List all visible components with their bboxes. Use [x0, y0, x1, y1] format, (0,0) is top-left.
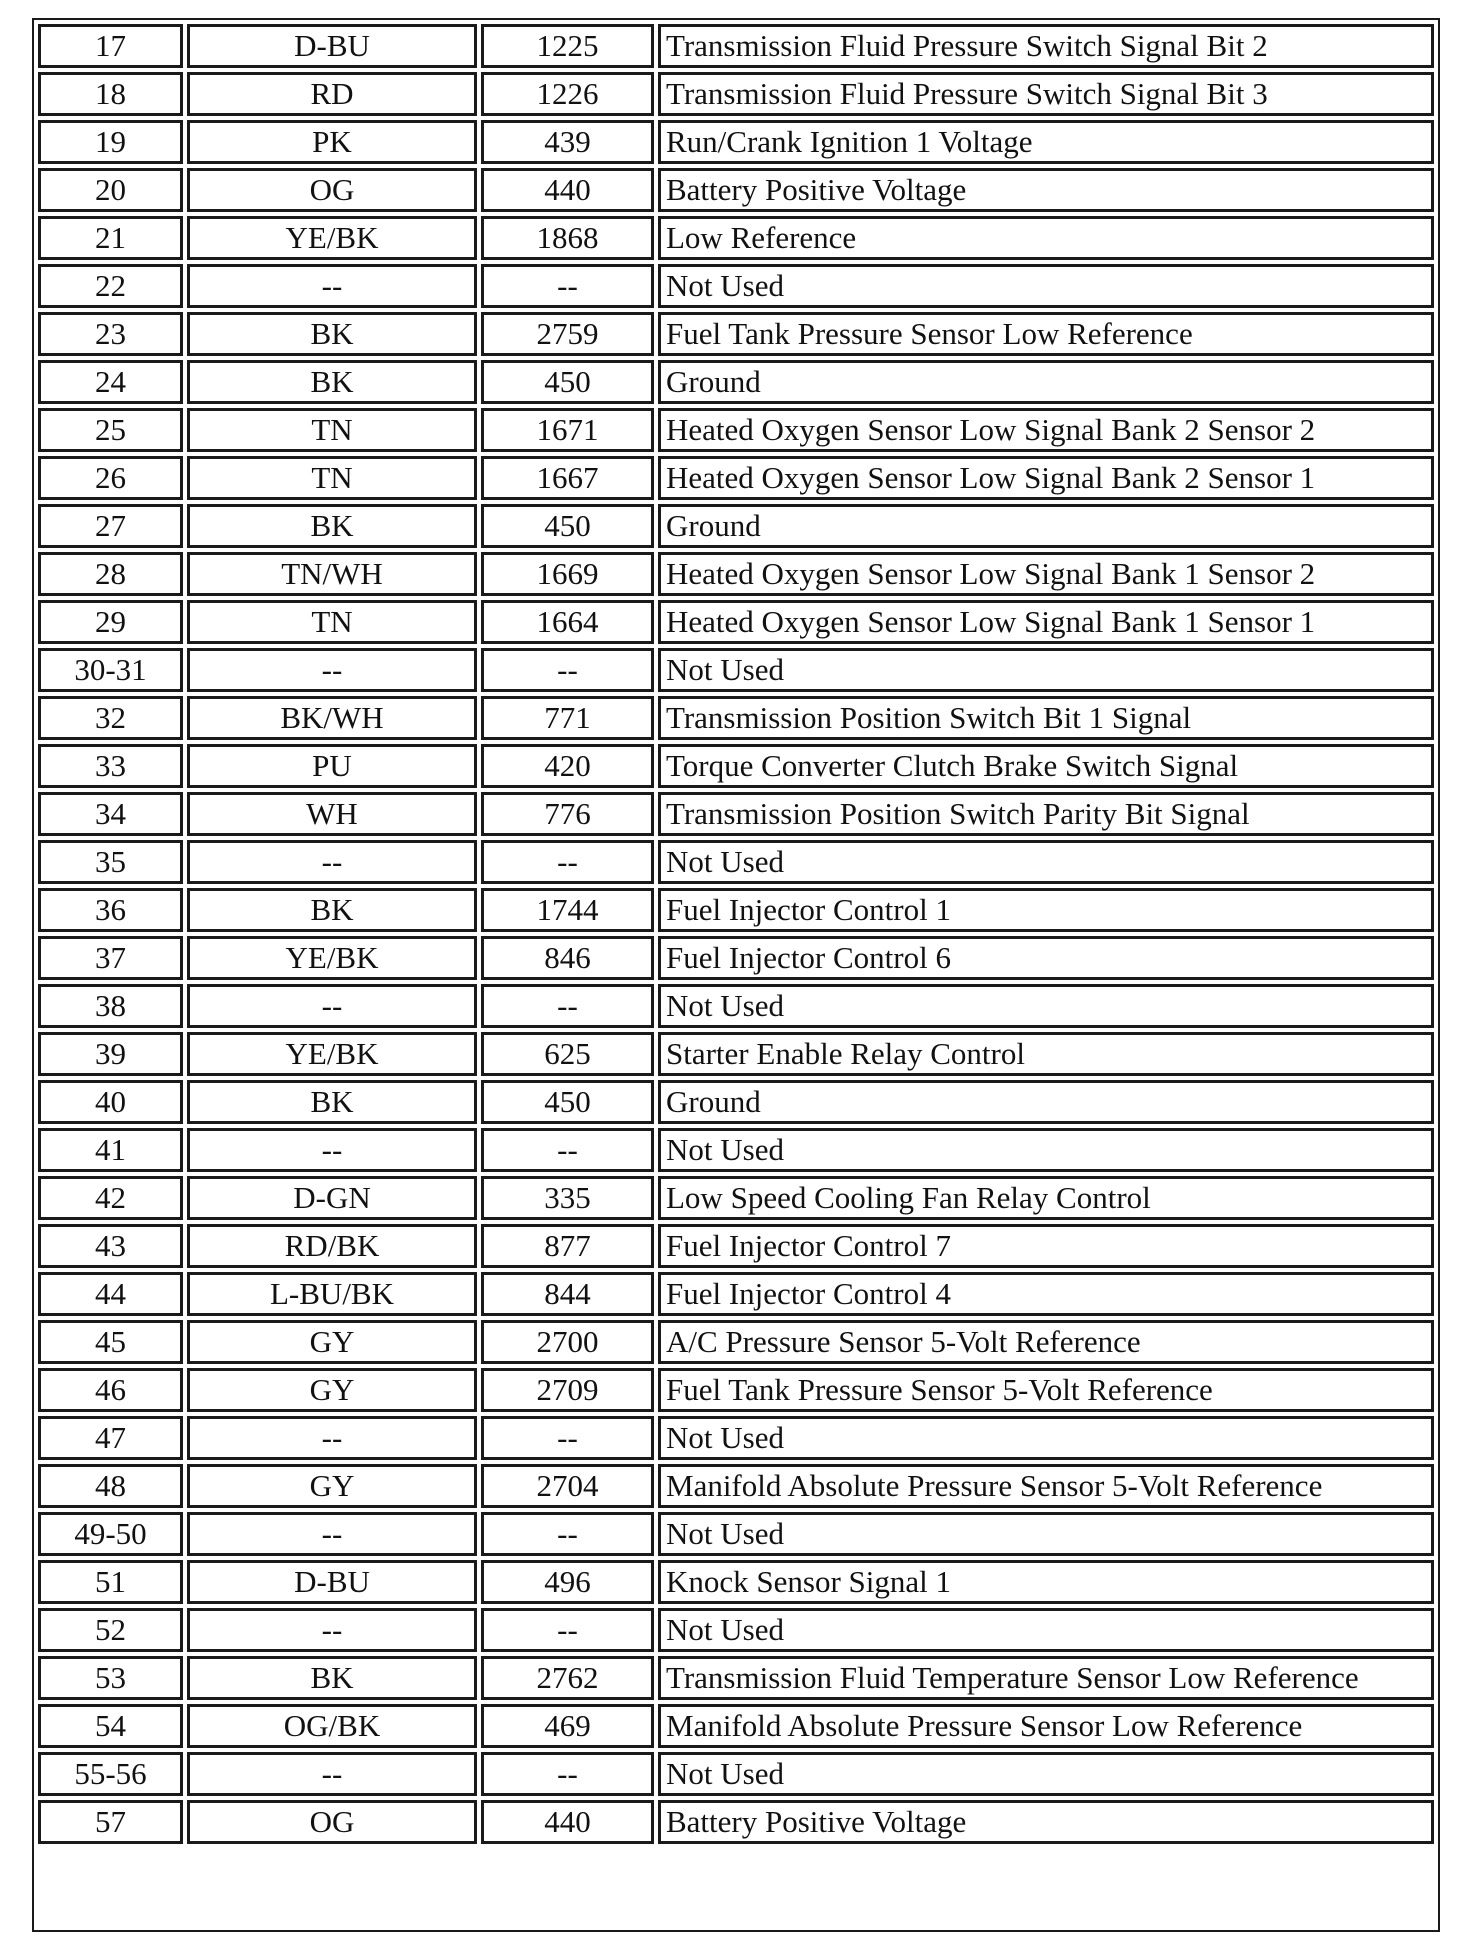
table-row	[38, 1704, 1434, 1748]
circuit-number-cell: 877	[481, 1224, 654, 1268]
circuit-number-cell: 1225	[481, 24, 654, 68]
pin-number-cell: 55-56	[38, 1752, 183, 1796]
circuit-number-cell: 1671	[481, 408, 654, 452]
table-row	[38, 456, 1434, 500]
wire-color-cell: TN	[187, 456, 477, 500]
pin-function-cell: Fuel Tank Pressure Sensor Low Reference	[658, 312, 1434, 356]
table-row	[38, 72, 1434, 116]
pin-function-cell: Transmission Position Switch Bit 1 Signal	[658, 696, 1434, 740]
circuit-number-cell: 776	[481, 792, 654, 836]
circuit-number-cell: 1744	[481, 888, 654, 932]
pin-number-cell: 44	[38, 1272, 183, 1316]
circuit-number-cell: 420	[481, 744, 654, 788]
wire-color-cell: BK/WH	[187, 696, 477, 740]
table-row	[38, 1608, 1434, 1652]
wire-color-cell: OG/BK	[187, 1704, 477, 1748]
pin-function-cell: Not Used	[658, 984, 1434, 1028]
pin-function-cell: Ground	[658, 360, 1434, 404]
pin-function-cell: Fuel Injector Control 4	[658, 1272, 1434, 1316]
wire-color-cell: D-BU	[187, 1560, 477, 1604]
pin-function-cell: Ground	[658, 504, 1434, 548]
wire-color-cell: OG	[187, 1800, 477, 1844]
circuit-number-cell: 450	[481, 360, 654, 404]
pin-function-cell: Low Reference	[658, 216, 1434, 260]
wire-color-cell: D-BU	[187, 24, 477, 68]
pin-number-cell: 40	[38, 1080, 183, 1124]
pin-number-cell: 26	[38, 456, 183, 500]
pin-number-cell: 30-31	[38, 648, 183, 692]
table-row	[38, 312, 1434, 356]
pin-function-cell: Transmission Fluid Pressure Switch Signal Bit 2	[658, 24, 1434, 68]
circuit-number-cell: 439	[481, 120, 654, 164]
pin-number-cell: 53	[38, 1656, 183, 1700]
pin-number-cell: 21	[38, 216, 183, 260]
wire-color-cell: --	[187, 984, 477, 1028]
pin-function-cell: Ground	[658, 1080, 1434, 1124]
pin-function-cell: Fuel Injector Control 7	[658, 1224, 1434, 1268]
wire-color-cell: BK	[187, 888, 477, 932]
pin-number-cell: 41	[38, 1128, 183, 1172]
circuit-number-cell: 469	[481, 1704, 654, 1748]
circuit-number-cell: 1667	[481, 456, 654, 500]
circuit-number-cell: --	[481, 264, 654, 308]
wire-color-cell: BK	[187, 1656, 477, 1700]
circuit-number-cell: 1226	[481, 72, 654, 116]
wire-color-cell: --	[187, 1416, 477, 1460]
connector-pinout-sheet	[32, 18, 1440, 1932]
pin-function-cell: Not Used	[658, 264, 1434, 308]
pin-number-cell: 34	[38, 792, 183, 836]
table-row	[38, 1176, 1434, 1220]
circuit-number-cell: 2700	[481, 1320, 654, 1364]
pin-function-cell: Run/Crank Ignition 1 Voltage	[658, 120, 1434, 164]
circuit-number-cell: 450	[481, 1080, 654, 1124]
circuit-number-cell: 450	[481, 504, 654, 548]
pin-number-cell: 47	[38, 1416, 183, 1460]
pin-number-cell: 23	[38, 312, 183, 356]
circuit-number-cell: 846	[481, 936, 654, 980]
pin-number-cell: 37	[38, 936, 183, 980]
wire-color-cell: GY	[187, 1368, 477, 1412]
wire-color-cell: --	[187, 840, 477, 884]
pin-number-cell: 28	[38, 552, 183, 596]
wire-color-cell: BK	[187, 312, 477, 356]
pin-number-cell: 54	[38, 1704, 183, 1748]
pin-function-cell: Low Speed Cooling Fan Relay Control	[658, 1176, 1434, 1220]
wire-color-cell: OG	[187, 168, 477, 212]
connector-pinout-table	[34, 20, 1438, 1848]
wire-color-cell: TN	[187, 600, 477, 644]
pin-number-cell: 27	[38, 504, 183, 548]
circuit-number-cell: 2759	[481, 312, 654, 356]
table-row	[38, 24, 1434, 68]
wire-color-cell: TN	[187, 408, 477, 452]
circuit-number-cell: 625	[481, 1032, 654, 1076]
table-row	[38, 1656, 1434, 1700]
circuit-number-cell: 1669	[481, 552, 654, 596]
pin-number-cell: 43	[38, 1224, 183, 1268]
pin-function-cell: Heated Oxygen Sensor Low Signal Bank 2 Sensor 1	[658, 456, 1434, 500]
wire-color-cell: --	[187, 1752, 477, 1796]
wire-color-cell: --	[187, 648, 477, 692]
pin-function-cell: Battery Positive Voltage	[658, 1800, 1434, 1844]
circuit-number-cell: 496	[481, 1560, 654, 1604]
wire-color-cell: GY	[187, 1320, 477, 1364]
wire-color-cell: BK	[187, 360, 477, 404]
table-row	[38, 1416, 1434, 1460]
table-row	[38, 504, 1434, 548]
pin-function-cell: Not Used	[658, 1128, 1434, 1172]
circuit-number-cell: 1664	[481, 600, 654, 644]
pin-function-cell: Transmission Fluid Temperature Sensor Low Reference	[658, 1656, 1434, 1700]
pin-number-cell: 22	[38, 264, 183, 308]
pin-function-cell: Fuel Injector Control 1	[658, 888, 1434, 932]
wire-color-cell: --	[187, 1608, 477, 1652]
table-row	[38, 1368, 1434, 1412]
pin-function-cell: Manifold Absolute Pressure Sensor 5-Volt Reference	[658, 1464, 1434, 1508]
pin-number-cell: 20	[38, 168, 183, 212]
table-row	[38, 792, 1434, 836]
table-row	[38, 216, 1434, 260]
pin-function-cell: Heated Oxygen Sensor Low Signal Bank 1 Sensor 2	[658, 552, 1434, 596]
pin-number-cell: 17	[38, 24, 183, 68]
table-row	[38, 888, 1434, 932]
pin-function-cell: Starter Enable Relay Control	[658, 1032, 1434, 1076]
pin-function-cell: Not Used	[658, 1512, 1434, 1556]
table-row	[38, 1272, 1434, 1316]
pin-number-cell: 35	[38, 840, 183, 884]
wire-color-cell: D-GN	[187, 1176, 477, 1220]
table-row	[38, 1224, 1434, 1268]
pin-number-cell: 29	[38, 600, 183, 644]
pin-function-cell: Not Used	[658, 1416, 1434, 1460]
pin-function-cell: Manifold Absolute Pressure Sensor Low Reference	[658, 1704, 1434, 1748]
pin-function-cell: Not Used	[658, 1752, 1434, 1796]
table-row	[38, 840, 1434, 884]
wire-color-cell: BK	[187, 504, 477, 548]
pin-number-cell: 18	[38, 72, 183, 116]
pin-function-cell: Battery Positive Voltage	[658, 168, 1434, 212]
table-row	[38, 1032, 1434, 1076]
pin-number-cell: 19	[38, 120, 183, 164]
table-row	[38, 1752, 1434, 1796]
circuit-number-cell: 335	[481, 1176, 654, 1220]
circuit-number-cell: --	[481, 648, 654, 692]
wire-color-cell: PK	[187, 120, 477, 164]
wire-color-cell: L-BU/BK	[187, 1272, 477, 1316]
wire-color-cell: --	[187, 1128, 477, 1172]
pin-function-cell: Not Used	[658, 840, 1434, 884]
pin-function-cell: Not Used	[658, 1608, 1434, 1652]
wire-color-cell: PU	[187, 744, 477, 788]
pin-number-cell: 36	[38, 888, 183, 932]
circuit-number-cell: --	[481, 1608, 654, 1652]
table-row	[38, 600, 1434, 644]
circuit-number-cell: 2762	[481, 1656, 654, 1700]
pin-number-cell: 32	[38, 696, 183, 740]
table-row	[38, 1320, 1434, 1364]
pin-number-cell: 51	[38, 1560, 183, 1604]
wire-color-cell: TN/WH	[187, 552, 477, 596]
circuit-number-cell: --	[481, 1416, 654, 1460]
circuit-number-cell: 771	[481, 696, 654, 740]
circuit-number-cell: --	[481, 1752, 654, 1796]
table-row	[38, 168, 1434, 212]
circuit-number-cell: 440	[481, 168, 654, 212]
pin-number-cell: 57	[38, 1800, 183, 1844]
circuit-number-cell: 440	[481, 1800, 654, 1844]
wire-color-cell: BK	[187, 1080, 477, 1124]
wire-color-cell: WH	[187, 792, 477, 836]
table-row	[38, 120, 1434, 164]
table-row	[38, 1080, 1434, 1124]
pin-function-cell: Fuel Injector Control 6	[658, 936, 1434, 980]
table-row	[38, 696, 1434, 740]
wire-color-cell: --	[187, 264, 477, 308]
pin-number-cell: 25	[38, 408, 183, 452]
pin-number-cell: 24	[38, 360, 183, 404]
table-row	[38, 936, 1434, 980]
pin-number-cell: 42	[38, 1176, 183, 1220]
table-row	[38, 1800, 1434, 1844]
wire-color-cell: RD	[187, 72, 477, 116]
table-row	[38, 552, 1434, 596]
table-row	[38, 1128, 1434, 1172]
pin-function-cell: Heated Oxygen Sensor Low Signal Bank 2 Sensor 2	[658, 408, 1434, 452]
pin-number-cell: 39	[38, 1032, 183, 1076]
pin-number-cell: 46	[38, 1368, 183, 1412]
table-row	[38, 744, 1434, 788]
pin-number-cell: 38	[38, 984, 183, 1028]
table-row	[38, 360, 1434, 404]
circuit-number-cell: 2704	[481, 1464, 654, 1508]
pin-number-cell: 33	[38, 744, 183, 788]
table-row	[38, 1560, 1434, 1604]
pinout-table-body	[38, 24, 1434, 1844]
pin-function-cell: Not Used	[658, 648, 1434, 692]
table-row	[38, 984, 1434, 1028]
pin-function-cell: Torque Converter Clutch Brake Switch Signal	[658, 744, 1434, 788]
wire-color-cell: YE/BK	[187, 936, 477, 980]
table-row	[38, 408, 1434, 452]
wire-color-cell: YE/BK	[187, 1032, 477, 1076]
circuit-number-cell: 1868	[481, 216, 654, 260]
pin-function-cell: Transmission Position Switch Parity Bit Signal	[658, 792, 1434, 836]
wire-color-cell: YE/BK	[187, 216, 477, 260]
circuit-number-cell: --	[481, 1512, 654, 1556]
circuit-number-cell: --	[481, 984, 654, 1028]
circuit-number-cell: 2709	[481, 1368, 654, 1412]
pin-number-cell: 52	[38, 1608, 183, 1652]
pin-function-cell: Transmission Fluid Pressure Switch Signal Bit 3	[658, 72, 1434, 116]
pin-number-cell: 48	[38, 1464, 183, 1508]
circuit-number-cell: --	[481, 840, 654, 884]
table-row	[38, 1464, 1434, 1508]
wire-color-cell: GY	[187, 1464, 477, 1508]
wire-color-cell: --	[187, 1512, 477, 1556]
pin-function-cell: A/C Pressure Sensor 5-Volt Reference	[658, 1320, 1434, 1364]
pin-number-cell: 45	[38, 1320, 183, 1364]
circuit-number-cell: 844	[481, 1272, 654, 1316]
pin-function-cell: Knock Sensor Signal 1	[658, 1560, 1434, 1604]
pin-function-cell: Heated Oxygen Sensor Low Signal Bank 1 Sensor 1	[658, 600, 1434, 644]
table-row	[38, 264, 1434, 308]
circuit-number-cell: --	[481, 1128, 654, 1172]
pin-number-cell: 49-50	[38, 1512, 183, 1556]
pin-function-cell: Fuel Tank Pressure Sensor 5-Volt Reference	[658, 1368, 1434, 1412]
wire-color-cell: RD/BK	[187, 1224, 477, 1268]
table-row	[38, 1512, 1434, 1556]
table-row	[38, 648, 1434, 692]
